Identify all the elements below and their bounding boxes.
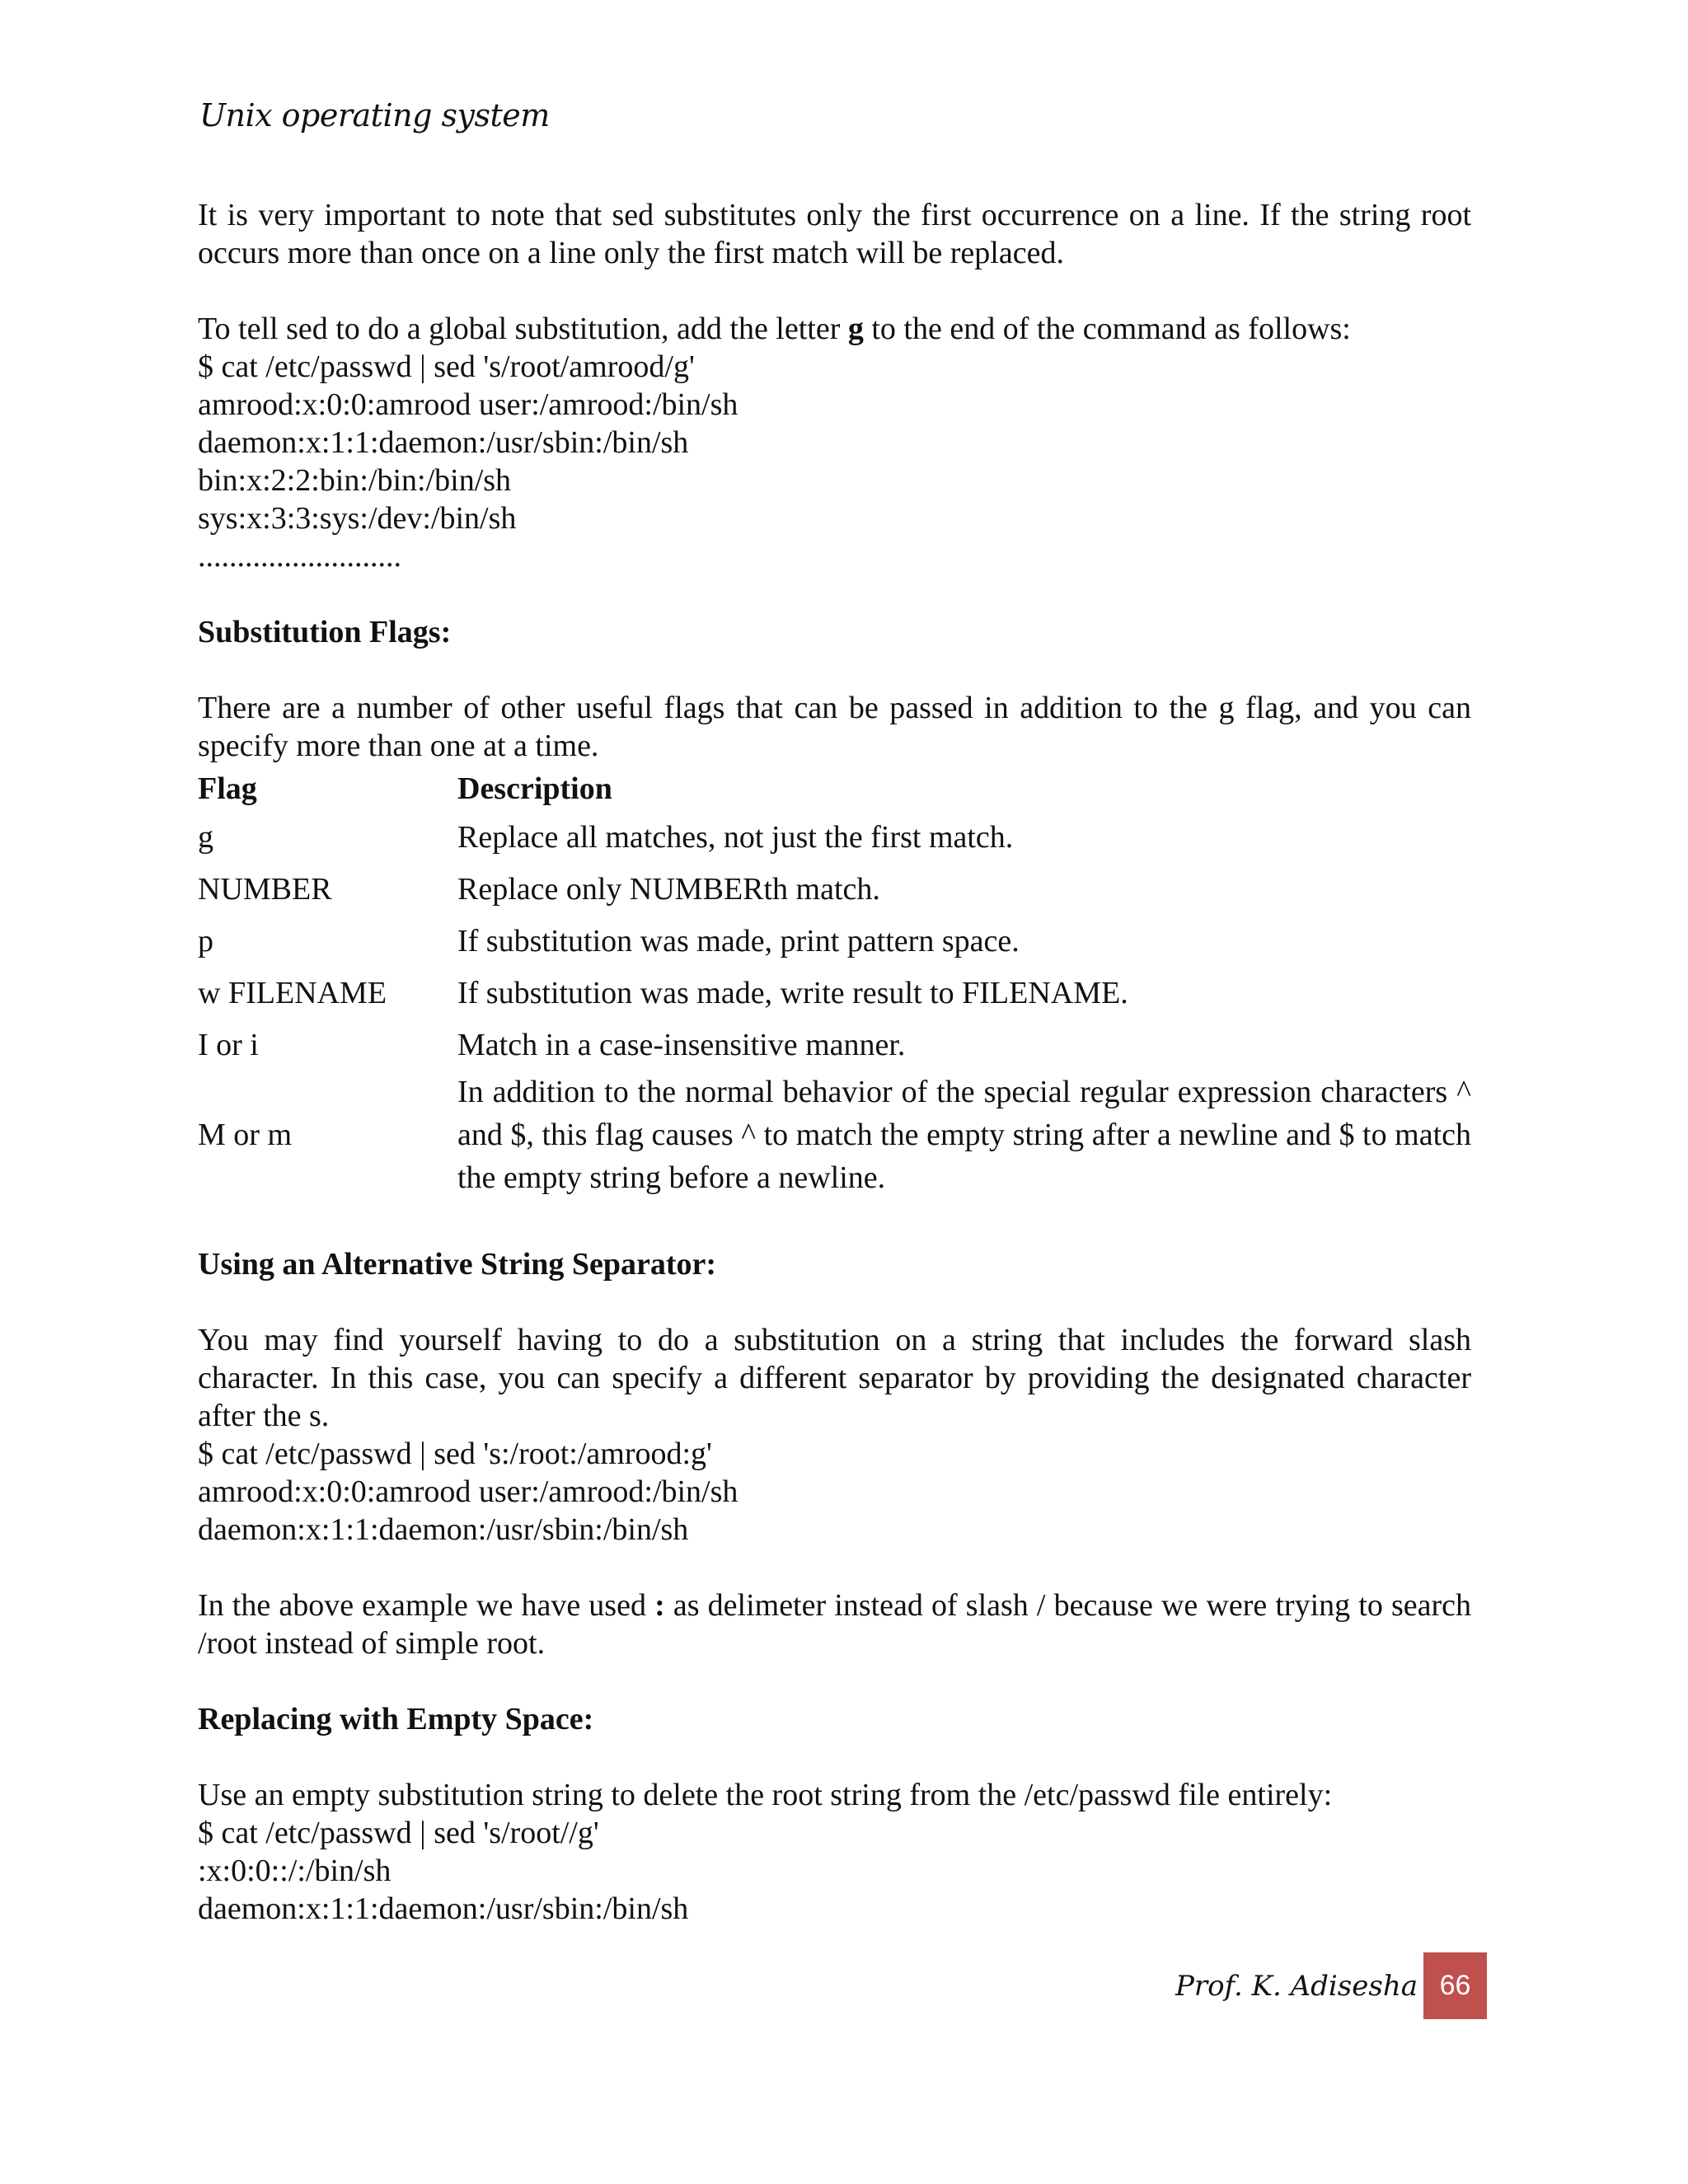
separator-note-paragraph [198,1586,1471,1662]
flag-cell: g [198,819,213,855]
description-cell: Match in a case-insensitive manner. [457,1027,906,1062]
empty-intro-paragraph: Use an empty substitution string to delete the root string from the /etc/passwd file entirely: [198,1778,1333,1812]
code-line: amrood:x:0:0:amrood user:/amrood:/bin/sh [198,1474,738,1509]
text-span: In the above example we have used [198,1588,655,1623]
page-number-badge: 66 [1423,1952,1487,2019]
global-substitution-paragraph [198,310,1471,348]
code-line: $ cat /etc/passwd | sed 's:/root:/amrood:g' [198,1436,712,1471]
flag-cell: w FILENAME [198,975,387,1010]
table-row [198,967,1471,1019]
code-line: bin:x:2:2:bin:/bin:/bin/sh [198,463,512,498]
flag-cell: p [198,923,213,958]
flags-intro-paragraph: There are a number of other useful flags that can be passed in addition to the g flag, and you can specify more than one at a time. [198,691,1471,763]
intro-paragraph: It is very important to note that sed substitutes only the first occurrence on a line. If the string root occurs more than once on a line only the first match will be replaced. [198,198,1471,270]
page-content [198,196,1471,1966]
code-line: daemon:x:1:1:daemon:/usr/sbin:/bin/sh [198,1891,689,1926]
table-row [198,811,1471,863]
code-line: daemon:x:1:1:daemon:/usr/sbin:/bin/sh [198,1512,689,1547]
description-cell: Replace all matches, not just the first match. [457,819,1014,855]
table-header-description: Description [457,771,612,806]
section-heading-empty-space: Replacing with Empty Space: [198,1702,594,1736]
code-line: .......................... [198,539,401,574]
code-line: daemon:x:1:1:daemon:/usr/sbin:/bin/sh [198,425,689,460]
text-span: as delimeter instead of slash / because we were trying to search /root instead of simple root. [198,1588,1471,1661]
description-cell: In addition to the normal behavior of the special regular expression characters ^ and $, this flag causes ^ to match the empty string after a newline and $ to match the empty string before a newline. [457,1075,1471,1195]
code-line: $ cat /etc/passwd | sed 's/root/amrood/g' [198,349,695,384]
code-line: $ cat /etc/passwd | sed 's/root//g' [198,1816,599,1850]
separator-code-block [198,1435,1471,1549]
flag-cell: I or i [198,1027,259,1062]
flag-cell: M or m [198,1118,292,1152]
table-row [198,1019,1471,1071]
empty-code-block [198,1814,1471,1928]
description-cell: If substitution was made, write result to FILENAME. [457,975,1128,1010]
code-line: amrood:x:0:0:amrood user:/amrood:/bin/sh [198,387,738,422]
description-cell: Replace only NUMBERth match. [457,871,880,907]
section-heading-alternative-separator: Using an Alternative String Separator: [198,1247,717,1282]
page-header-title: Unix operating system [199,97,550,134]
table-row [198,915,1471,967]
code-line: :x:0:0::/:/bin/sh [198,1854,392,1888]
text-span: To tell sed to do a global substitution, add the letter [198,312,848,346]
bold-colon: : [654,1588,665,1623]
footer-author: Prof. K. Adisesha [1175,1970,1418,2003]
separator-intro-paragraph: You may find yourself having to do a substitution on a string that includes the forward slash character. In this case, you can specify a different separator by providing the designated character after the s. [198,1323,1471,1433]
table-header-flag: Flag [198,771,257,806]
description-cell: If substitution was made, print pattern space. [457,923,1020,958]
flag-cell: NUMBER [198,871,332,907]
code-line: sys:x:3:3:sys:/dev:/bin/sh [198,501,517,536]
text-span: to the end of the command as follows: [863,312,1351,346]
table-row [198,863,1471,915]
section-heading-substitution-flags: Substitution Flags: [198,615,452,649]
flags-table [198,770,1471,1199]
bold-letter-g: g [847,312,864,346]
table-row [198,1071,1471,1199]
table-header-row [198,770,1471,811]
global-code-block [198,348,1471,575]
